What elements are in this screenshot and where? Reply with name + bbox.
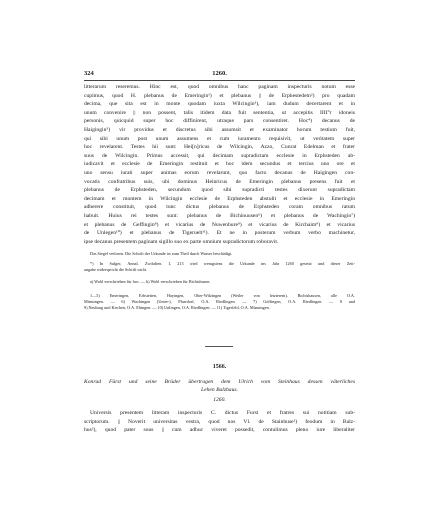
text-line: hus²), quod pater suus || cum adhuc viveret possedit, contulimus pleno iure liberaliter <box>84 427 355 434</box>
text-line: uno sensu iurati super animas eorum revelarunt, quo facto decanus de Haigingen con- <box>84 169 355 176</box>
text-line: scriptorum. || Noverit universitas vestra, quod nos Vl. de Stainhuse¹) feodum in Balz- <box>84 418 355 425</box>
text-line: decima, que sita est in monte quodam iuxta Wilcingin³), iam dudum decertarent et in <box>84 101 355 108</box>
footnote-line: 1—5) Emeringen, Erbstetten, Hayingen, Ober-Wilzingen (Weiler von letzterem), Bichishausen, alle O.A. <box>90 293 355 298</box>
text-line: de Unlegen¹⁰) et plebanus de Tigeruelt¹¹). Et ne in posterum verbum verbo machinetur, <box>84 230 355 237</box>
footnote-line: Münsingen. — 6) Wachingen (Unter-), Pfarrdorf, O.A. Riedlingen. — 7) Göffingen, O.A. Riedlingen. — 8 und <box>84 299 355 305</box>
text-line: qui sibi unum post unum assumens et cum iuramento requisivit, ut veritatem super <box>84 135 355 142</box>
text-line: Haigingin⁵) vir providus et discretus sibi assumsit et examinator horum testium fuit, <box>84 126 355 133</box>
text-line: unum convenire || non possent, talis itidem data fuit sententia, ut accepitis IIII°r idoneis <box>84 109 355 116</box>
text-line: litterarum reseremus. Hinc est, quod omnibus hanc paginam inspecturis notum esse <box>84 84 355 90</box>
footnote-line: angabe widerspricht die Schrift nicht. <box>84 267 147 273</box>
text-line: vocatis confratribus suis, ubi dominus Heinricus de Emeringin plebanus presens fuit et <box>84 178 355 185</box>
regest-line: Lehen Balzhaus. <box>201 387 238 393</box>
footnote-line: *) In Sulger, Annal. Zwifalten. I, 213 wird wenigstens die Urkunde ins Jahr 1260 gesetzt und dieser Zeit- <box>90 261 355 266</box>
text-line: personis, quicquid super hoc diffinirent, utraque pars consentiret. Hoc⁴) decanus de <box>84 118 355 125</box>
second-text <box>84 409 355 435</box>
text-line: suus de Wilcingin. Primus accessit, qui decimam supradictam ecclesie in Erphsteden ab- <box>84 152 355 159</box>
header-year: 1260. <box>212 70 227 77</box>
reference-note <box>84 261 355 273</box>
text-line: hoc revelarent. Testes hii sunt: Hei[n]ricus de Wilcingin, Azzo, Cunrat Edelman et frater <box>84 144 355 151</box>
document-date: 1260. <box>213 397 226 403</box>
text-line: iudicavit et ecclesie de Emeringin restituit et hoc idem secundus et tercius uno ore et <box>84 161 355 168</box>
document-number: 1566. <box>212 364 227 370</box>
text-line: et plebanus de Geffingin⁸) et vicarius de Nuwenbure⁹) et vicarius de Kirchaim⁹) et vicarius <box>84 221 355 228</box>
text-line: adherere constituit, quod tunc dictus plebanus de Erphsteden coram omnibus ratum <box>84 204 355 211</box>
footnote-line: 9) Neuburg und Kirchen, O.A. Ehingen. — 10) Unlingen, O.A. Riedlingen. — 11) Tigerfeld, O.A. Münsingen. <box>84 305 270 311</box>
text-line: plebanus de Erphsteden, secundum quod sibi supradicti testes dixerunt supradictam <box>84 187 355 194</box>
text-line: ipse decanus presentem paginam sigillo suo ex parte omnium supradictorum roboravit. <box>84 238 279 245</box>
text-line: habuit. Huius rei testes sunt: plebanus de Bichinuusen⁶) et plebanus de Wachingin⁷) <box>84 212 355 219</box>
critical-notes <box>84 279 355 285</box>
text-line: decimam et montem in Wilcingin ecclesie de Erphsteden abstulit et ecclesie in Emeringin <box>84 195 355 202</box>
section-divider <box>205 346 233 347</box>
footnote-line: a) Wohl verschrieben für hoc. — b) Wohl verschrieben für Bichishusen. <box>90 279 211 284</box>
page-number: 324 <box>84 70 94 77</box>
text-line: Universis presentem litteram inspecturis C. dictus Furst et fratres sui notitiam sub- <box>90 410 355 416</box>
regest-line: Konrad Fürst und seine Brüder übertragen dem Ulrich vom Steinhaus dessen väterliches <box>84 379 355 385</box>
regest <box>84 378 355 394</box>
seal-note: Das Siegel verloren. Die Schrift der Urkunde ist zum Theil durch Wasser beschädigt. <box>90 251 233 256</box>
footnotes <box>84 293 355 311</box>
text-line: cupimus, quod H. plebanus de Emeringin¹) et plebanus || de Erphestedem²) pro quadam <box>84 92 355 99</box>
page-header <box>84 70 355 80</box>
main-text <box>84 83 355 246</box>
header-rule <box>84 80 355 81</box>
